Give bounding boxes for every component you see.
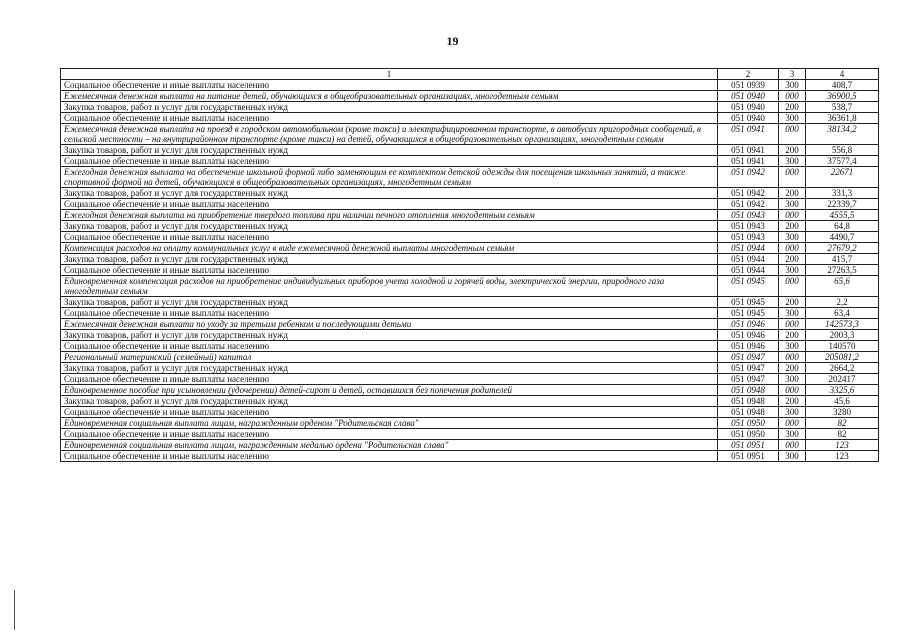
row-amount: 415,7 — [806, 254, 879, 265]
table-row — [61, 145, 879, 156]
row-amount: 140570 — [806, 341, 879, 352]
row-code: 051 0951 — [718, 440, 779, 451]
row-name: Социальное обеспечение и иные выплаты населению — [61, 308, 718, 319]
table-row — [61, 210, 879, 221]
row-code: 051 0942 — [718, 188, 779, 199]
row-type: 200 — [779, 102, 806, 113]
row-type: 300 — [779, 156, 806, 167]
row-amount: 123 — [806, 440, 879, 451]
row-amount: 38134,2 — [806, 124, 879, 145]
table-row — [61, 221, 879, 232]
row-code: 051 0946 — [718, 341, 779, 352]
row-type: 000 — [779, 385, 806, 396]
row-name: Закупка товаров, работ и услуг для государственных нужд — [61, 297, 718, 308]
row-name: Единовременное пособие при усыновлении (удочерении) детей-сирот и детей, оставшихся без попечения родителей — [61, 385, 718, 396]
row-type: 200 — [779, 254, 806, 265]
row-amount: 36361,8 — [806, 113, 879, 124]
row-type: 300 — [779, 451, 806, 462]
row-name: Региональный материнский (семейный) капитал — [61, 352, 718, 363]
row-name: Закупка товаров, работ и услуг для государственных нужд — [61, 254, 718, 265]
row-amount: 82 — [806, 429, 879, 440]
row-amount: 408,7 — [806, 80, 879, 91]
table-row — [61, 363, 879, 374]
row-amount: 2,2 — [806, 297, 879, 308]
row-name: Закупка товаров, работ и услуг для государственных нужд — [61, 363, 718, 374]
row-type: 300 — [779, 199, 806, 210]
row-code: 051 0947 — [718, 352, 779, 363]
row-name: Закупка товаров, работ и услуг для государственных нужд — [61, 330, 718, 341]
row-name: Закупка товаров, работ и услуг для государственных нужд — [61, 188, 718, 199]
row-code: 051 0947 — [718, 374, 779, 385]
row-code: 051 0946 — [718, 319, 779, 330]
row-name: Единовременная социальная выплата лицам, награжденным орденом "Родительская слава" — [61, 418, 718, 429]
row-amount: 202417 — [806, 374, 879, 385]
row-name: Ежемесячная денежная выплата на проезд в городском автомобильном (кроме такси) и электрифицированном транспорте, в автобусах пригородных сообщений, в сельской местности – на внутрирайонном транспорте (кроме такси) на детей, обучающихся в общеобразовательных организациях, многодетным семьям — [61, 124, 718, 145]
row-code: 051 0943 — [718, 221, 779, 232]
row-type: 200 — [779, 297, 806, 308]
row-code: 051 0941 — [718, 145, 779, 156]
row-name: Социальное обеспечение и иные выплаты населению — [61, 113, 718, 124]
row-type: 300 — [779, 374, 806, 385]
table-row — [61, 429, 879, 440]
row-code: 051 0943 — [718, 210, 779, 221]
row-name: Ежегодная денежная выплата на обеспечение школьной формой либо заменяющим ее комплектом детской одежды для посещения школьных занятий, а также спортивной формой на детей, обучающихся в общеобразовательных организациях, многодетным семьям — [61, 167, 718, 188]
row-amount: 2664,2 — [806, 363, 879, 374]
row-name: Социальное обеспечение и иные выплаты населению — [61, 265, 718, 276]
row-code: 051 0944 — [718, 254, 779, 265]
row-code: 051 0945 — [718, 308, 779, 319]
row-name: Социальное обеспечение и иные выплаты населению — [61, 341, 718, 352]
row-code: 051 0946 — [718, 330, 779, 341]
row-type: 300 — [779, 80, 806, 91]
table-row — [61, 124, 879, 145]
row-name: Ежемесячная денежная выплата по уходу за третьим ребенком и последующими детьми — [61, 319, 718, 330]
row-amount: 538,7 — [806, 102, 879, 113]
row-code: 051 0947 — [718, 363, 779, 374]
table-row — [61, 385, 879, 396]
row-type: 300 — [779, 429, 806, 440]
table-row — [61, 199, 879, 210]
row-amount: 27679,2 — [806, 243, 879, 254]
table-row — [61, 113, 879, 124]
row-type: 300 — [779, 113, 806, 124]
row-type: 000 — [779, 319, 806, 330]
table-row — [61, 308, 879, 319]
table-row — [61, 407, 879, 418]
scan-margin-mark — [14, 590, 15, 630]
row-code: 051 0948 — [718, 407, 779, 418]
table-row — [61, 418, 879, 429]
row-code: 051 0941 — [718, 156, 779, 167]
table-row — [61, 232, 879, 243]
row-type: 000 — [779, 124, 806, 145]
row-name: Социальное обеспечение и иные выплаты населению — [61, 429, 718, 440]
table-row — [61, 341, 879, 352]
row-type: 000 — [779, 243, 806, 254]
table-row — [61, 102, 879, 113]
row-type: 000 — [779, 418, 806, 429]
row-name: Социальное обеспечение и иные выплаты населению — [61, 374, 718, 385]
row-amount: 37577,4 — [806, 156, 879, 167]
row-code: 051 0940 — [718, 113, 779, 124]
header-amount: 4 — [806, 69, 879, 80]
page-number: 19 — [446, 34, 459, 48]
table-row — [61, 156, 879, 167]
row-name: Социальное обеспечение и иные выплаты населению — [61, 407, 718, 418]
row-amount: 63,4 — [806, 308, 879, 319]
budget-table-body — [61, 69, 879, 462]
row-code: 051 0942 — [718, 167, 779, 188]
row-name: Ежемесячная денежная выплата на питание детей, обучающихся в общеобразовательных организациях, многодетным семьям — [61, 91, 718, 102]
table-row — [61, 276, 879, 297]
row-amount: 3325,6 — [806, 385, 879, 396]
row-code: 051 0941 — [718, 124, 779, 145]
table-row — [61, 80, 879, 91]
header-name: 1 — [61, 69, 718, 80]
table-row — [61, 440, 879, 451]
table-row — [61, 188, 879, 199]
row-name: Социальное обеспечение и иные выплаты населению — [61, 232, 718, 243]
row-amount: 3280 — [806, 407, 879, 418]
row-amount: 22671 — [806, 167, 879, 188]
row-type: 200 — [779, 330, 806, 341]
row-code: 051 0942 — [718, 199, 779, 210]
table-row — [61, 330, 879, 341]
row-name: Социальное обеспечение и иные выплаты населению — [61, 80, 718, 91]
row-type: 300 — [779, 407, 806, 418]
row-code: 051 0944 — [718, 243, 779, 254]
row-code: 051 0944 — [718, 265, 779, 276]
row-code: 051 0950 — [718, 429, 779, 440]
row-type: 000 — [779, 276, 806, 297]
row-amount: 556,8 — [806, 145, 879, 156]
row-amount: 4555,5 — [806, 210, 879, 221]
row-amount: 2003,3 — [806, 330, 879, 341]
row-amount: 142573,3 — [806, 319, 879, 330]
row-amount: 65,6 — [806, 276, 879, 297]
row-name: Ежегодная денежная выплата на приобретение твердого топлива при наличии печного отопления многодетным семьям — [61, 210, 718, 221]
row-name: Социальное обеспечение и иные выплаты населению — [61, 156, 718, 167]
table-row — [61, 297, 879, 308]
row-name: Единовременная социальная выплата лицам, награжденным медалью ордена "Родительская слава" — [61, 440, 718, 451]
row-type: 000 — [779, 352, 806, 363]
row-name: Закупка товаров, работ и услуг для государственных нужд — [61, 221, 718, 232]
row-type: 200 — [779, 145, 806, 156]
row-amount: 205081,2 — [806, 352, 879, 363]
row-code: 051 0940 — [718, 102, 779, 113]
row-name: Компенсация расходов на оплату коммунальных услуг в виде ежемесячной денежной выплаты многодетным семьям — [61, 243, 718, 254]
table-row — [61, 396, 879, 407]
row-type: 000 — [779, 210, 806, 221]
row-type: 200 — [779, 188, 806, 199]
row-code: 051 0943 — [718, 232, 779, 243]
row-type: 000 — [779, 167, 806, 188]
row-name: Социальное обеспечение и иные выплаты населению — [61, 451, 718, 462]
table-row — [61, 254, 879, 265]
row-type: 200 — [779, 363, 806, 374]
row-type: 300 — [779, 341, 806, 352]
budget-table — [60, 68, 879, 462]
table-row — [61, 352, 879, 363]
row-code: 051 0950 — [718, 418, 779, 429]
row-amount: 27263,5 — [806, 265, 879, 276]
row-name: Закупка товаров, работ и услуг для государственных нужд — [61, 145, 718, 156]
table-row — [61, 451, 879, 462]
header-code: 2 — [718, 69, 779, 80]
row-amount: 331,3 — [806, 188, 879, 199]
row-name: Единовременная компенсация расходов на приобретение индивидуальных приборов учета холодной и горячей воды, электрической энергии, природного газа многодетным семьям — [61, 276, 718, 297]
table-row — [61, 265, 879, 276]
table-row — [61, 91, 879, 102]
row-type: 200 — [779, 396, 806, 407]
table-row — [61, 167, 879, 188]
table-row — [61, 243, 879, 254]
row-amount: 36900,5 — [806, 91, 879, 102]
row-code: 051 0951 — [718, 451, 779, 462]
row-name: Закупка товаров, работ и услуг для государственных нужд — [61, 396, 718, 407]
row-amount: 82 — [806, 418, 879, 429]
row-amount: 64,8 — [806, 221, 879, 232]
row-amount: 4490,7 — [806, 232, 879, 243]
row-code: 051 0945 — [718, 276, 779, 297]
row-type: 300 — [779, 308, 806, 319]
row-code: 051 0948 — [718, 396, 779, 407]
table-header-row — [61, 69, 879, 80]
table-row — [61, 319, 879, 330]
row-amount: 45,6 — [806, 396, 879, 407]
row-type: 200 — [779, 221, 806, 232]
row-type: 300 — [779, 232, 806, 243]
row-code: 051 0939 — [718, 80, 779, 91]
row-name: Социальное обеспечение и иные выплаты населению — [61, 199, 718, 210]
row-type: 000 — [779, 440, 806, 451]
row-type: 000 — [779, 91, 806, 102]
row-code: 051 0940 — [718, 91, 779, 102]
row-code: 051 0945 — [718, 297, 779, 308]
table-row — [61, 374, 879, 385]
row-amount: 123 — [806, 451, 879, 462]
row-amount: 22339,7 — [806, 199, 879, 210]
row-type: 300 — [779, 265, 806, 276]
header-type: 3 — [779, 69, 806, 80]
row-code: 051 0948 — [718, 385, 779, 396]
row-name: Закупка товаров, работ и услуг для государственных нужд — [61, 102, 718, 113]
